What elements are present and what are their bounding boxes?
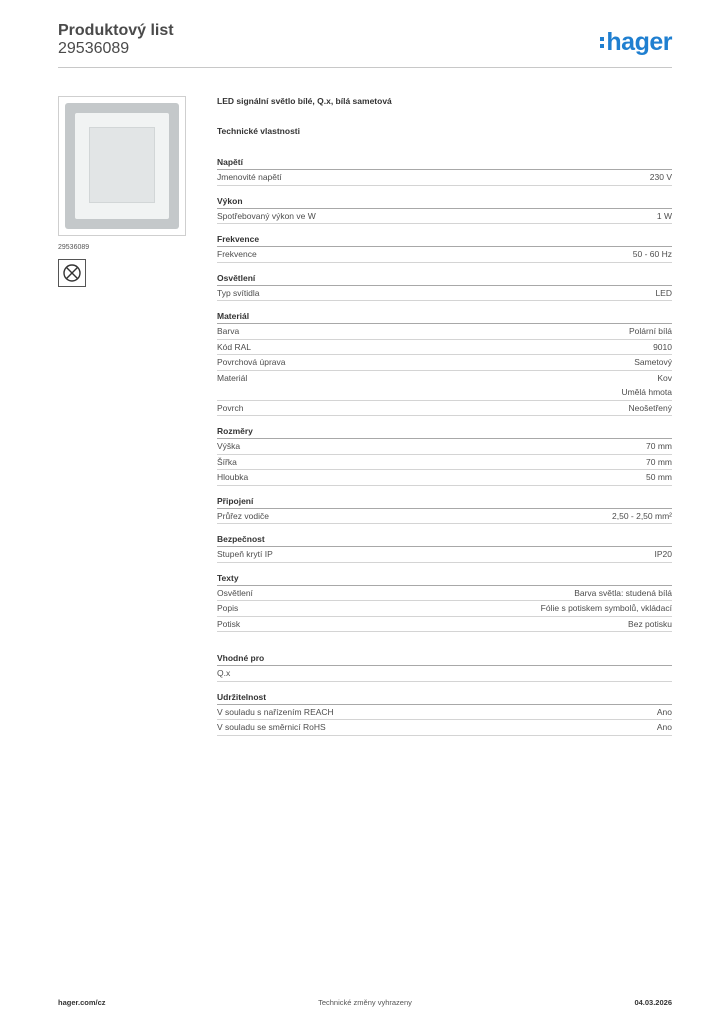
spec-value [646,455,672,470]
spec-row [217,324,672,340]
spec-label: Povrch [217,402,244,413]
spec-group-title: Rozměry [217,425,672,439]
specification-column [217,96,672,745]
spec-row [217,509,672,525]
spec-row [217,666,672,682]
spec-group-bezpecnost [217,533,672,563]
spec-row [217,720,672,736]
spec-value [646,439,672,454]
spec-group-title: Bezpečnost [217,533,672,547]
product-image [58,96,186,236]
image-caption: 29536089 [58,244,90,251]
spec-label: V souladu se směrnicí RoHS [217,722,326,732]
product-name: LED signální světlo bílé, Q.x, bílá sametová [217,96,392,106]
spec-value-line: Umělá hmota [621,387,672,397]
spec-group-title: Vhodné pro [217,652,672,666]
spec-label: Šířka [217,456,237,467]
spec-group-title: Udržitelnost [217,691,672,705]
spec-value [629,401,672,416]
spec-group-title: Texty [217,572,672,586]
led-lens [89,127,155,203]
spec-groups [217,156,672,736]
spec-row [217,286,672,302]
spec-row [217,371,672,401]
spec-label: Hloubka [217,472,249,482]
spec-group-frekvence [217,233,672,263]
spec-value-line: 50 - 60 Hz [632,249,672,259]
spec-label: Q.x [217,668,231,678]
spec-value [646,470,672,485]
spec-value [657,720,672,735]
spec-row [217,470,672,486]
spec-group-pripojeni [217,495,672,525]
spec-row [217,439,672,455]
spec-row [217,601,672,617]
spec-value-line: 50 mm [646,472,672,482]
spec-label: Typ svítidla [217,287,260,298]
spec-label: Spotřebovaný výkon ve W [217,210,316,221]
footer-note: Technické změny vyhrazeny [318,998,412,1007]
spec-group-title: Připojení [217,495,672,509]
spec-value [657,209,672,224]
spec-row [217,247,672,263]
spec-group-title: Napětí [217,156,672,170]
spec-group-title: Materiál [217,310,672,324]
spec-row [217,455,672,471]
footer-website-link[interactable]: hager.com/cz [58,998,106,1007]
spec-label: Výška [217,441,241,451]
spec-label: Frekvence [217,249,257,259]
spec-label: Průřez vodiče [217,510,269,521]
spec-value-line: Bez potisku [628,618,672,629]
spec-label: Barva [217,326,240,336]
hager-logo[interactable] [600,28,672,57]
product-image-column [58,96,186,287]
spec-label: V souladu s nařízením REACH [217,706,334,717]
spec-row [217,586,672,602]
spec-value [629,324,672,339]
spec-value-line: 70 mm [646,456,672,467]
spec-group-napeti [217,156,672,186]
spec-value-line: Sametový [634,357,672,367]
spec-value [657,705,672,720]
spec-label: Stupeň krytí IP [217,549,273,559]
spec-value [621,371,672,400]
spec-value [633,247,672,262]
spec-row [217,340,672,356]
spec-group-osvetleni [217,272,672,302]
spec-group-texty [217,572,672,633]
spec-value-line: Barva světla: studená bílá [574,587,672,598]
spec-label: Povrchová úprava [217,357,286,367]
spec-value-line: Ano [656,722,672,732]
spec-group-title: Frekvence [217,233,672,247]
spec-value-line: Ano [656,706,672,717]
spec-label: Potisk [217,618,241,629]
lamp-symbol-icon [58,259,86,287]
spec-value [628,617,672,632]
spec-row [217,355,672,371]
spec-value-line: Kov [657,372,672,383]
spec-value-line: 1 W [656,210,672,221]
spec-group-udrzitelnost [217,691,672,736]
spec-row [217,170,672,186]
spec-value-line: 9010 [653,341,672,352]
spec-value-line: Neošetřený [628,402,672,413]
spec-label: Materiál [217,372,248,383]
spec-value-line: IP20 [654,549,672,559]
spec-row [217,547,672,563]
spec-value-line: Fólie s potiskem symbolů, vkládací [540,603,672,613]
spec-value-line: 2,50 - 2,50 mm² [612,510,672,521]
spec-group-material [217,310,672,416]
spec-row [217,705,672,721]
spec-group-rozmery [217,425,672,486]
spec-value [653,340,672,355]
document-title: Produktový list [58,22,174,39]
spec-row [217,401,672,417]
spec-row [217,209,672,225]
spec-value-line: LED [655,287,672,298]
spec-value [655,547,673,562]
spec-value-line: 230 V [649,172,672,182]
spec-label: Popis [217,603,239,613]
spec-row [217,617,672,633]
logo-dots-icon [600,37,604,48]
document-number: 29536089 [58,40,130,57]
spec-label: Osvětlení [217,587,253,598]
spec-value [634,355,672,370]
logo-text: hager [606,28,672,56]
section-title: Technické vlastnosti [217,126,300,136]
spec-value-line: 70 mm [646,441,672,451]
inner-frame [75,113,169,219]
spec-group-vhodne [217,652,672,682]
spec-value [541,601,672,616]
spec-value-line: Polární bílá [629,326,672,336]
spec-label: Kód RAL [217,341,252,352]
spec-value [612,509,672,524]
spec-value [574,586,672,601]
document-header [58,22,672,68]
spec-group-vykon [217,195,672,225]
spec-group-title: Výkon [217,195,672,209]
spec-value [655,286,672,301]
spec-value [650,170,672,185]
spec-group-title: Osvětlení [217,272,672,286]
footer-date: 04.03.2026 [634,998,672,1007]
spec-label: Jmenovité napětí [217,172,282,182]
cover-plate [65,103,179,229]
